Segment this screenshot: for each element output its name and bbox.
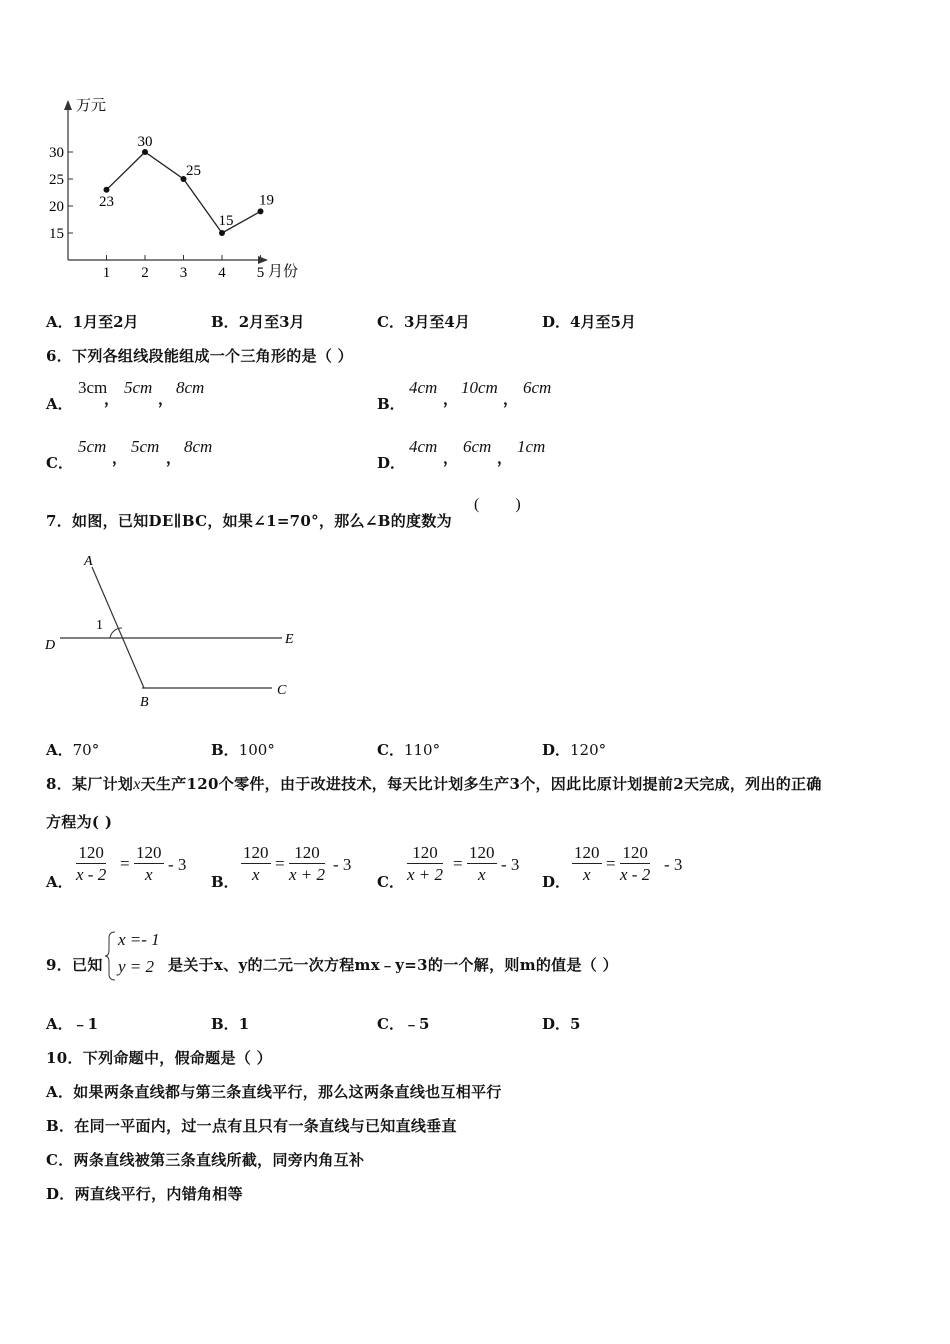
series-line bbox=[107, 152, 261, 233]
q8-option-d[interactable]: D． $\frac{120}{x}$ = $\frac{120}{x - 2}$ - 3 bbox=[542, 843, 683, 891]
q8-option-a[interactable]: A． $\frac{120}{x - 2}$ = $\frac{120}{x}$ - 3 bbox=[46, 843, 187, 891]
point-d-label: D bbox=[45, 638, 56, 653]
q9-option-d[interactable]: D．5 bbox=[542, 1015, 581, 1033]
q8-stem: 8．某厂计划x天生产120个零件，由于改进技术，每天比计划多生产3个，因此比原计划提前2天完成，列出的正确 bbox=[46, 775, 822, 793]
x-tick-label-4: 4 bbox=[218, 265, 226, 281]
x-axis-arrow bbox=[258, 256, 268, 264]
data-point-1 bbox=[104, 187, 110, 193]
x-axis-label: 月份 bbox=[268, 264, 299, 280]
x-tick-label-3: 3 bbox=[179, 265, 188, 281]
point-e-label: E bbox=[285, 632, 294, 647]
q7-option-a[interactable]: A．70° bbox=[46, 741, 100, 759]
q10-option-c[interactable]: C．两条直线被第三条直线所截，同旁内角互补 bbox=[46, 1151, 365, 1169]
q7-stem: 7．如图，已知DE∥BC，如果∠1=70°，那么∠B的度数为 bbox=[46, 512, 452, 530]
data-label-1: 23 bbox=[99, 193, 114, 210]
data-label-2: 30 bbox=[137, 134, 153, 150]
q6-stem: 6．下列各组线段能组成一个三角形的是（ ） bbox=[46, 347, 353, 365]
y-axis-label: 万元 bbox=[76, 98, 107, 114]
system-brace bbox=[104, 930, 118, 982]
q7-option-d[interactable]: D．120° bbox=[542, 741, 607, 759]
q10-stem: 10．下列命题中，假命题是（ ） bbox=[46, 1049, 272, 1067]
x-tick-label-5: 5 bbox=[256, 265, 265, 281]
y-tick-label-30: 30 bbox=[49, 145, 64, 161]
q7-parallel-lines-figure bbox=[40, 545, 310, 715]
point-c-label: C bbox=[277, 683, 287, 698]
q8-option-c[interactable]: C． $\frac{120}{x + 2}$ = $\frac{120}{x}$ - 3 bbox=[377, 843, 520, 891]
data-label-4: 15 bbox=[218, 213, 234, 229]
y-tick-label-15: 15 bbox=[49, 226, 64, 242]
point-b-label: B bbox=[140, 695, 149, 710]
q7-option-c[interactable]: C．110° bbox=[377, 741, 441, 759]
q10-option-d[interactable]: D．两直线平行，内错角相等 bbox=[46, 1185, 243, 1203]
q5-option-c[interactable]: C．3月至4月 bbox=[377, 313, 470, 331]
q8-option-b[interactable]: B． $\frac{120}{x}$ = $\frac{120}{x + 2}$ - 3 bbox=[211, 843, 352, 891]
y-tick-label-20: 20 bbox=[49, 199, 64, 215]
q10-option-b[interactable]: B．在同一平面内，过一点有且只有一条直线与已知直线垂直 bbox=[46, 1117, 457, 1135]
q5-option-a[interactable]: A．1月至2月 bbox=[46, 313, 139, 331]
q10-option-a[interactable]: A．如果两条直线都与第三条直线平行，那么这两条直线也互相平行 bbox=[46, 1083, 502, 1101]
x-tick-label-1: 1 bbox=[102, 265, 111, 281]
q5-option-b[interactable]: B．2月至3月 bbox=[211, 313, 305, 331]
q9-stem: 9．已知 x =- 1 y = 2 是关于x、y的二元一次方程mx﹣y=3的一个解，则m的值是（ ） bbox=[46, 926, 906, 986]
system-eq-1: x =- 1 bbox=[118, 930, 160, 949]
angle-1-label: 1 bbox=[96, 618, 103, 633]
data-label-5: 19 bbox=[259, 192, 274, 209]
y-axis-arrow bbox=[64, 100, 72, 110]
system-eq-2: y = 2 bbox=[118, 957, 155, 976]
q8-stem-line2: 方程为( ) bbox=[46, 813, 113, 831]
q9-option-a[interactable]: A．﹣1 bbox=[46, 1015, 99, 1033]
q9-option-b[interactable]: B．1 bbox=[211, 1015, 250, 1033]
q7-option-b[interactable]: B．100° bbox=[211, 741, 275, 759]
q7-answer-paren: ( ) bbox=[474, 496, 521, 513]
point-a-label: A bbox=[84, 554, 93, 569]
data-point-5 bbox=[258, 208, 264, 214]
monthly-revenue-line-chart bbox=[30, 90, 330, 290]
q9-option-c[interactable]: C．﹣5 bbox=[377, 1015, 430, 1033]
x-tick-label-2: 2 bbox=[141, 265, 149, 281]
y-tick-label-25: 25 bbox=[49, 172, 64, 188]
data-point-4 bbox=[219, 230, 225, 236]
data-label-3: 25 bbox=[186, 163, 201, 179]
q5-option-d[interactable]: D．4月至5月 bbox=[542, 313, 636, 331]
